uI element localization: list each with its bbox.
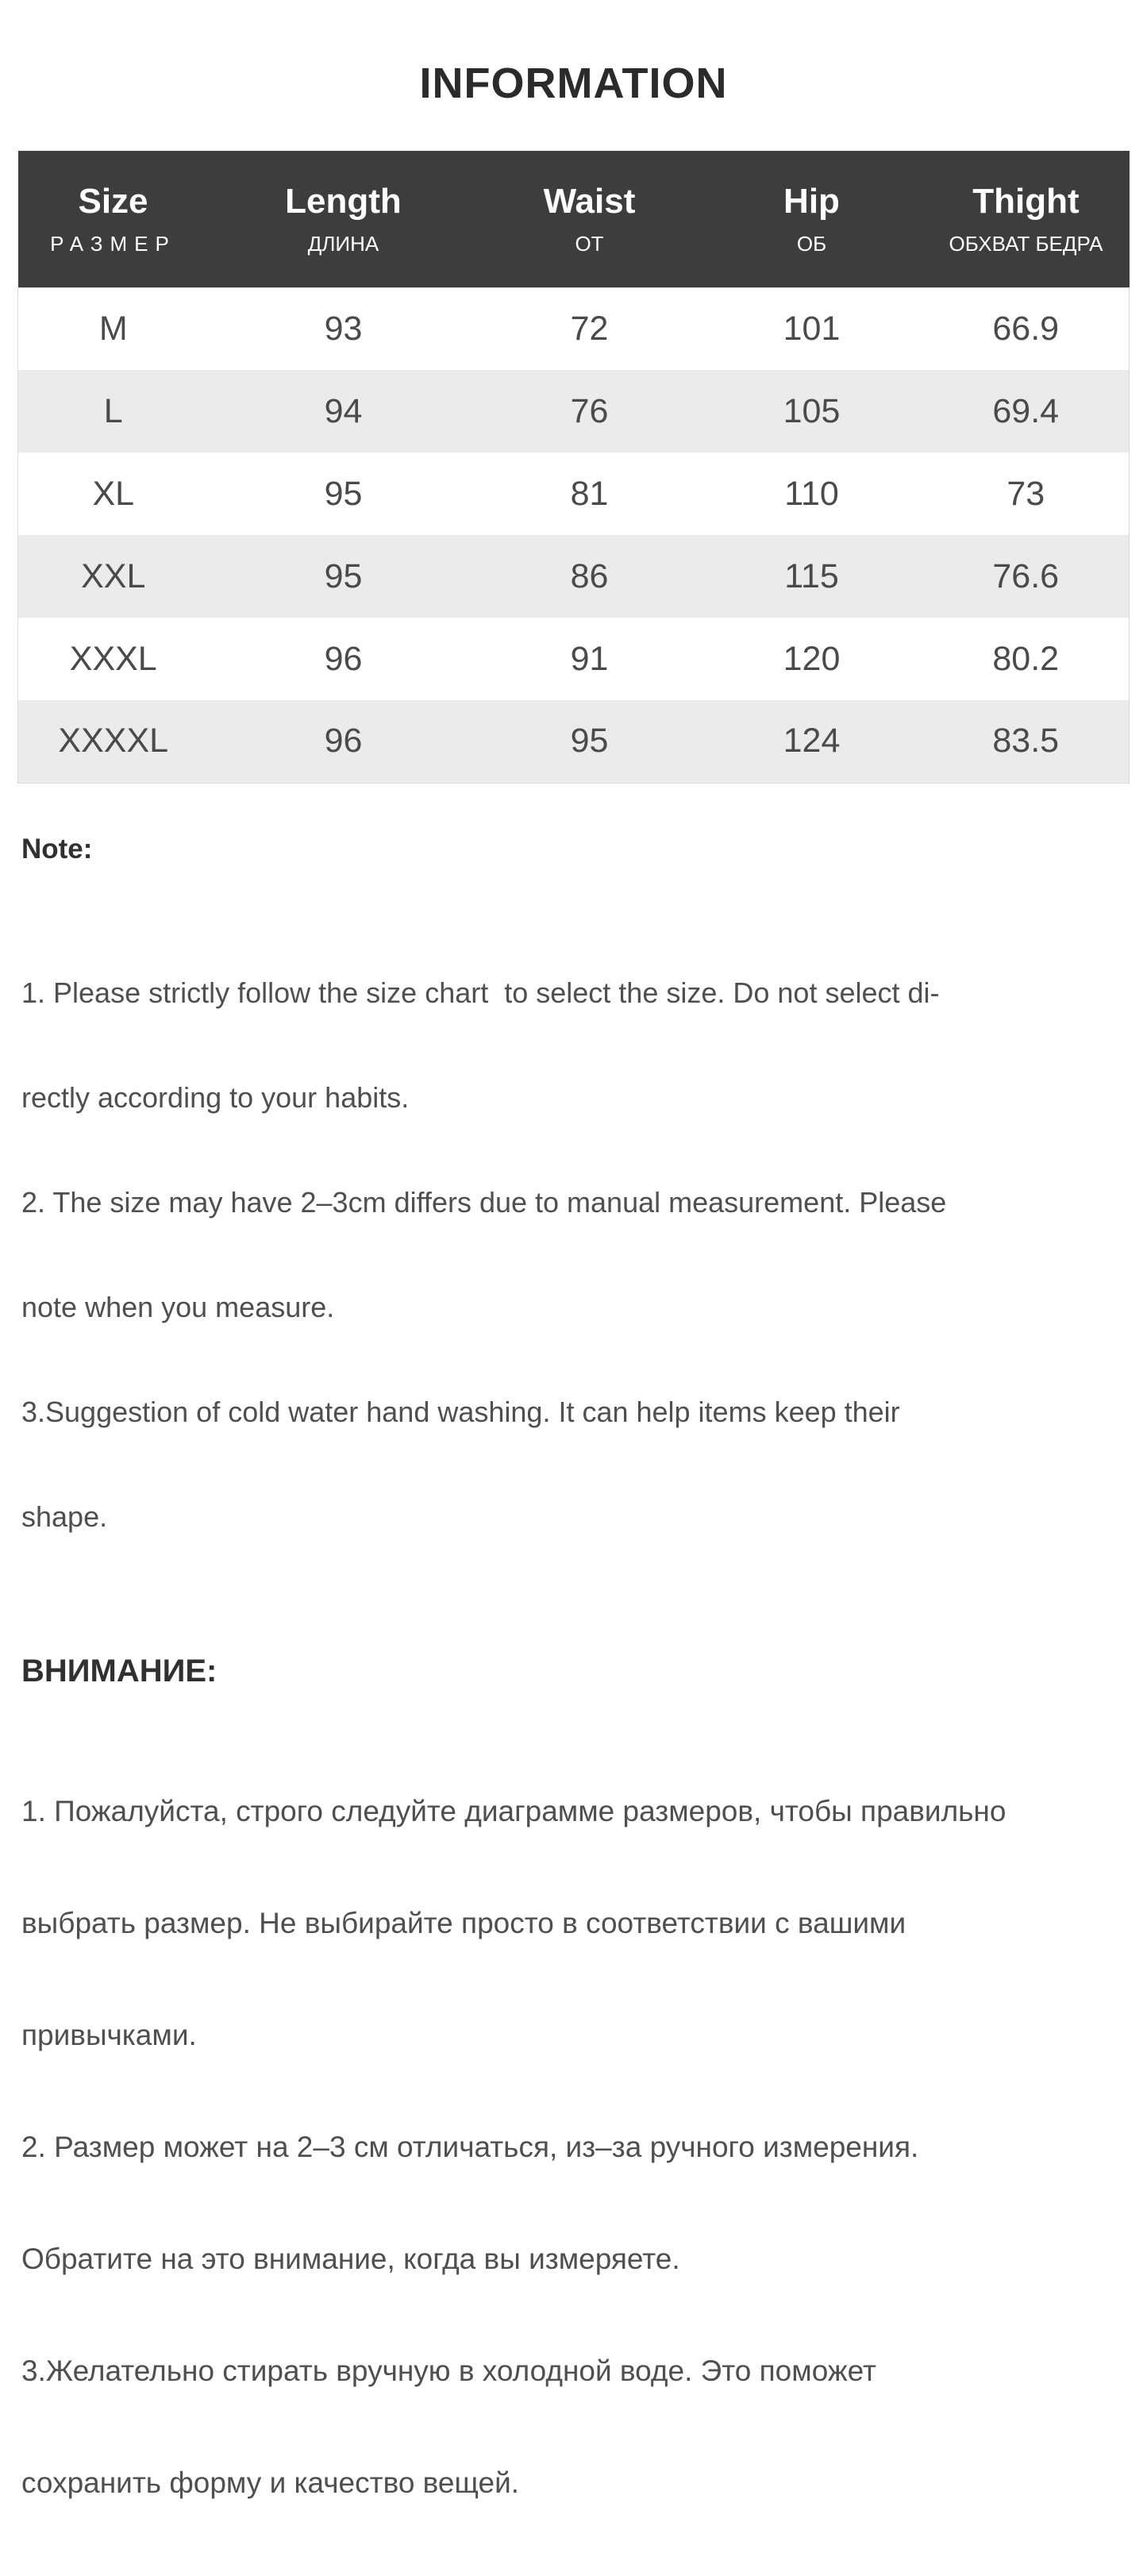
size-cell: XXXXL (58, 722, 169, 760)
column-label-length-en: Length (285, 181, 402, 221)
note-line: note when you measure. (21, 1290, 335, 1323)
attention-heading: ВНИМАНИЕ: (21, 1653, 217, 1688)
notes-section (21, 833, 1123, 2576)
thight-cell: 66.9 (992, 309, 1060, 348)
attention-line: сохранить форму и качество вещей. (21, 2466, 520, 2499)
size-information-page (0, 60, 1147, 2499)
size-chart-table (17, 151, 1130, 784)
attention-line: 1. Пожалуйста, строго следуйте диаграмме размеров, чтобы правильно (21, 1794, 1007, 1827)
note-heading: Note: (21, 833, 93, 864)
waist-cell: 72 (570, 309, 609, 348)
length-cell: 93 (324, 309, 363, 348)
length-cell: 95 (324, 556, 363, 595)
column-label-waist-ru: ОТ (575, 231, 604, 256)
attention-line: 2. Размер может на 2–3 см отличаться, из–за ручного измерения. (21, 2130, 919, 2163)
thight-cell: 80.2 (992, 639, 1060, 678)
hip-cell: 105 (783, 391, 841, 430)
note-line: 2. The size may have 2–3cm differs due to manual measurement. Please (21, 1185, 947, 1219)
column-header-waist (479, 151, 701, 287)
table-body (18, 287, 1130, 783)
size-cell: XXXL (69, 639, 157, 678)
size-cell: L (103, 391, 123, 430)
column-label-hip-en: Hip (783, 181, 840, 221)
column-label-size-en: Size (78, 181, 148, 221)
page-title: INFORMATION (419, 60, 728, 107)
column-label-hip-ru: ОБ (796, 231, 827, 256)
attention-line: выбрать размер. Не выбирайте просто в соответствии с вашими (21, 1906, 906, 1939)
size-cell: XXL (81, 556, 146, 595)
waist-cell: 95 (570, 722, 609, 760)
table-row-xl (18, 452, 1130, 535)
waist-cell: 91 (570, 639, 609, 678)
column-label-length-ru: ДЛИНА (307, 231, 379, 256)
column-label-waist-en: Waist (543, 181, 636, 221)
thight-cell: 73 (1007, 474, 1045, 513)
note-line: shape. (21, 1500, 108, 1533)
length-cell: 94 (324, 391, 363, 430)
note-line: 3.Suggestion of cold water hand washing. It can help items keep their (21, 1395, 900, 1428)
note-text (21, 906, 1123, 1604)
hip-cell: 120 (783, 639, 841, 678)
hip-cell: 101 (783, 309, 841, 348)
table-row-l (18, 370, 1130, 452)
attention-line: Обратите на это внимание, когда вы измеряете. (21, 2242, 680, 2275)
table-row-xxxl (18, 618, 1130, 700)
attention-text (21, 1718, 1123, 2576)
table-header-row (18, 151, 1130, 287)
waist-cell: 76 (570, 391, 609, 430)
column-header-size (18, 151, 209, 287)
attention-line: 3.Желательно стирать вручную в холодной воде. Это поможет (21, 2354, 876, 2387)
table-header (18, 151, 1130, 287)
column-header-length (209, 151, 479, 287)
size-cell: XL (92, 474, 135, 513)
column-label-size-ru: РАЗМЕР (50, 231, 176, 256)
column-label-thight-en: Thight (972, 181, 1080, 221)
hip-cell: 110 (784, 474, 839, 513)
column-label-thight-ru: ОБХВАТ БЕДРА (949, 231, 1103, 256)
hip-cell: 124 (783, 722, 841, 760)
column-header-hip (701, 151, 923, 287)
length-cell: 96 (324, 639, 363, 678)
thight-cell: 76.6 (992, 556, 1060, 595)
waist-cell: 81 (570, 474, 609, 513)
length-cell: 96 (324, 722, 363, 760)
length-cell: 95 (324, 474, 363, 513)
note-line: 1. Please strictly follow the size chart to select the size. Do not select di- (21, 976, 940, 1009)
table-row-xxxxl (18, 700, 1130, 783)
note-line: rectly according to your habits. (21, 1080, 410, 1114)
attention-line: привычками. (21, 2018, 197, 2051)
column-header-thight (923, 151, 1130, 287)
table-row-m (18, 287, 1130, 370)
waist-cell: 86 (570, 556, 609, 595)
size-cell: M (98, 309, 128, 348)
thight-cell: 83.5 (992, 722, 1060, 760)
thight-cell: 69.4 (992, 391, 1060, 430)
hip-cell: 115 (784, 556, 839, 595)
table-row-xxl (18, 535, 1130, 618)
